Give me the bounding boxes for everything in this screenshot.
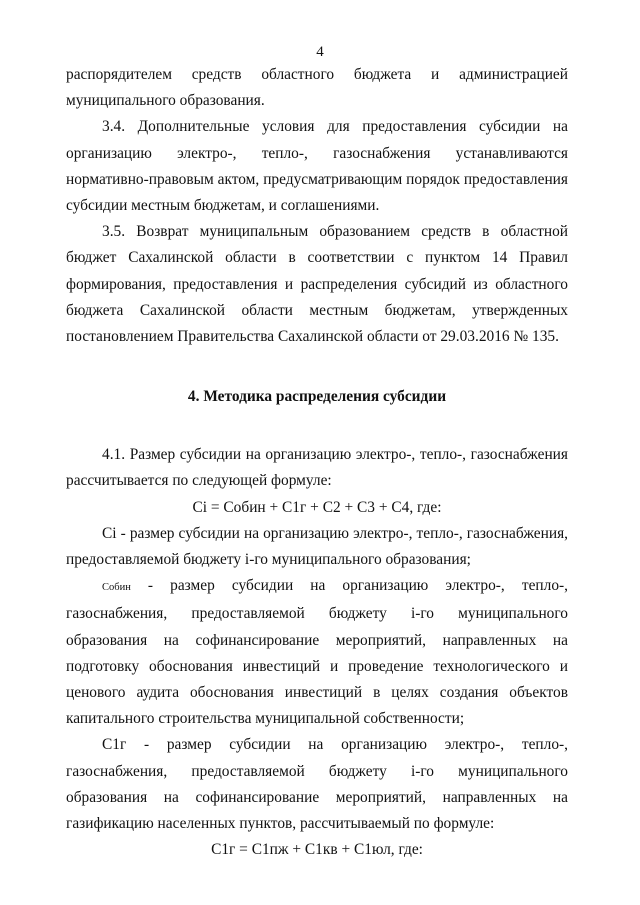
paragraph-3-5: 3.5. Возврат муниципальным образованием средств в областной бюджет Сахалинской области в соответствии с пунктом 14 Правил формирования, предоставления и распределения субсидий из областного бюджета Сахалинской области местным бюджетам, утвержденных постановлением Правительства Сахалинской области от 29.03.2016 № 135.	[66, 223, 568, 346]
definition-cobin-text: - размер субсидии на организацию электро-, тепло-, газоснабжения, предоставляемой бюджету i-го муниципального образования на софинансирование мероприятий, направленных на подготовку обоснования инвестиций и проведение технологического и ценового аудита обоснования инвестиций в целях создания объектов капитального строительства муниципальной собственности;	[66, 577, 568, 728]
definition-cobin-term: Cобин	[102, 582, 131, 594]
definition-ci: Ci - размер субсидии на организацию электро-, тепло-, газоснабжения, предоставляемой бюджету i-го муниципального образования;	[66, 524, 568, 569]
definition-cobin	[66, 573, 568, 732]
page-number: 4	[316, 44, 324, 60]
formula-c1g: C1г = C1пж + C1кв + C1юл, где:	[211, 841, 423, 859]
paragraph-3-4: 3.4. Дополнительные условия для предоставления субсидии на организацию электро-, тепло-, газоснабжения устанавливаются нормативно-правовым актом, предусматривающим порядок предоставления субсидии местным бюджетам, и соглашениями.	[66, 118, 568, 215]
paragraph-4-1: 4.1. Размер субсидии на организацию электро-, тепло-, газоснабжения рассчитывается по следующей формуле:	[66, 446, 568, 490]
section-heading: 4. Методика распределения субсидии	[187, 388, 447, 406]
document-body	[66, 62, 568, 863]
definition-c1g: C1г - размер субсидии на организацию электро-, тепло-, газоснабжения, предоставляемой бюджету i-го муниципального образования на софинансирование мероприятий, направленных на газификацию населенных пунктов, рассчитываемый по формуле:	[66, 736, 568, 833]
formula-subsidy-total: Ci = Cобин + C1г + C2 + C3 + C4, где:	[192, 498, 442, 516]
paragraph-continuation: распорядителем средств областного бюджета и администрацией муниципального образования.	[66, 66, 568, 110]
